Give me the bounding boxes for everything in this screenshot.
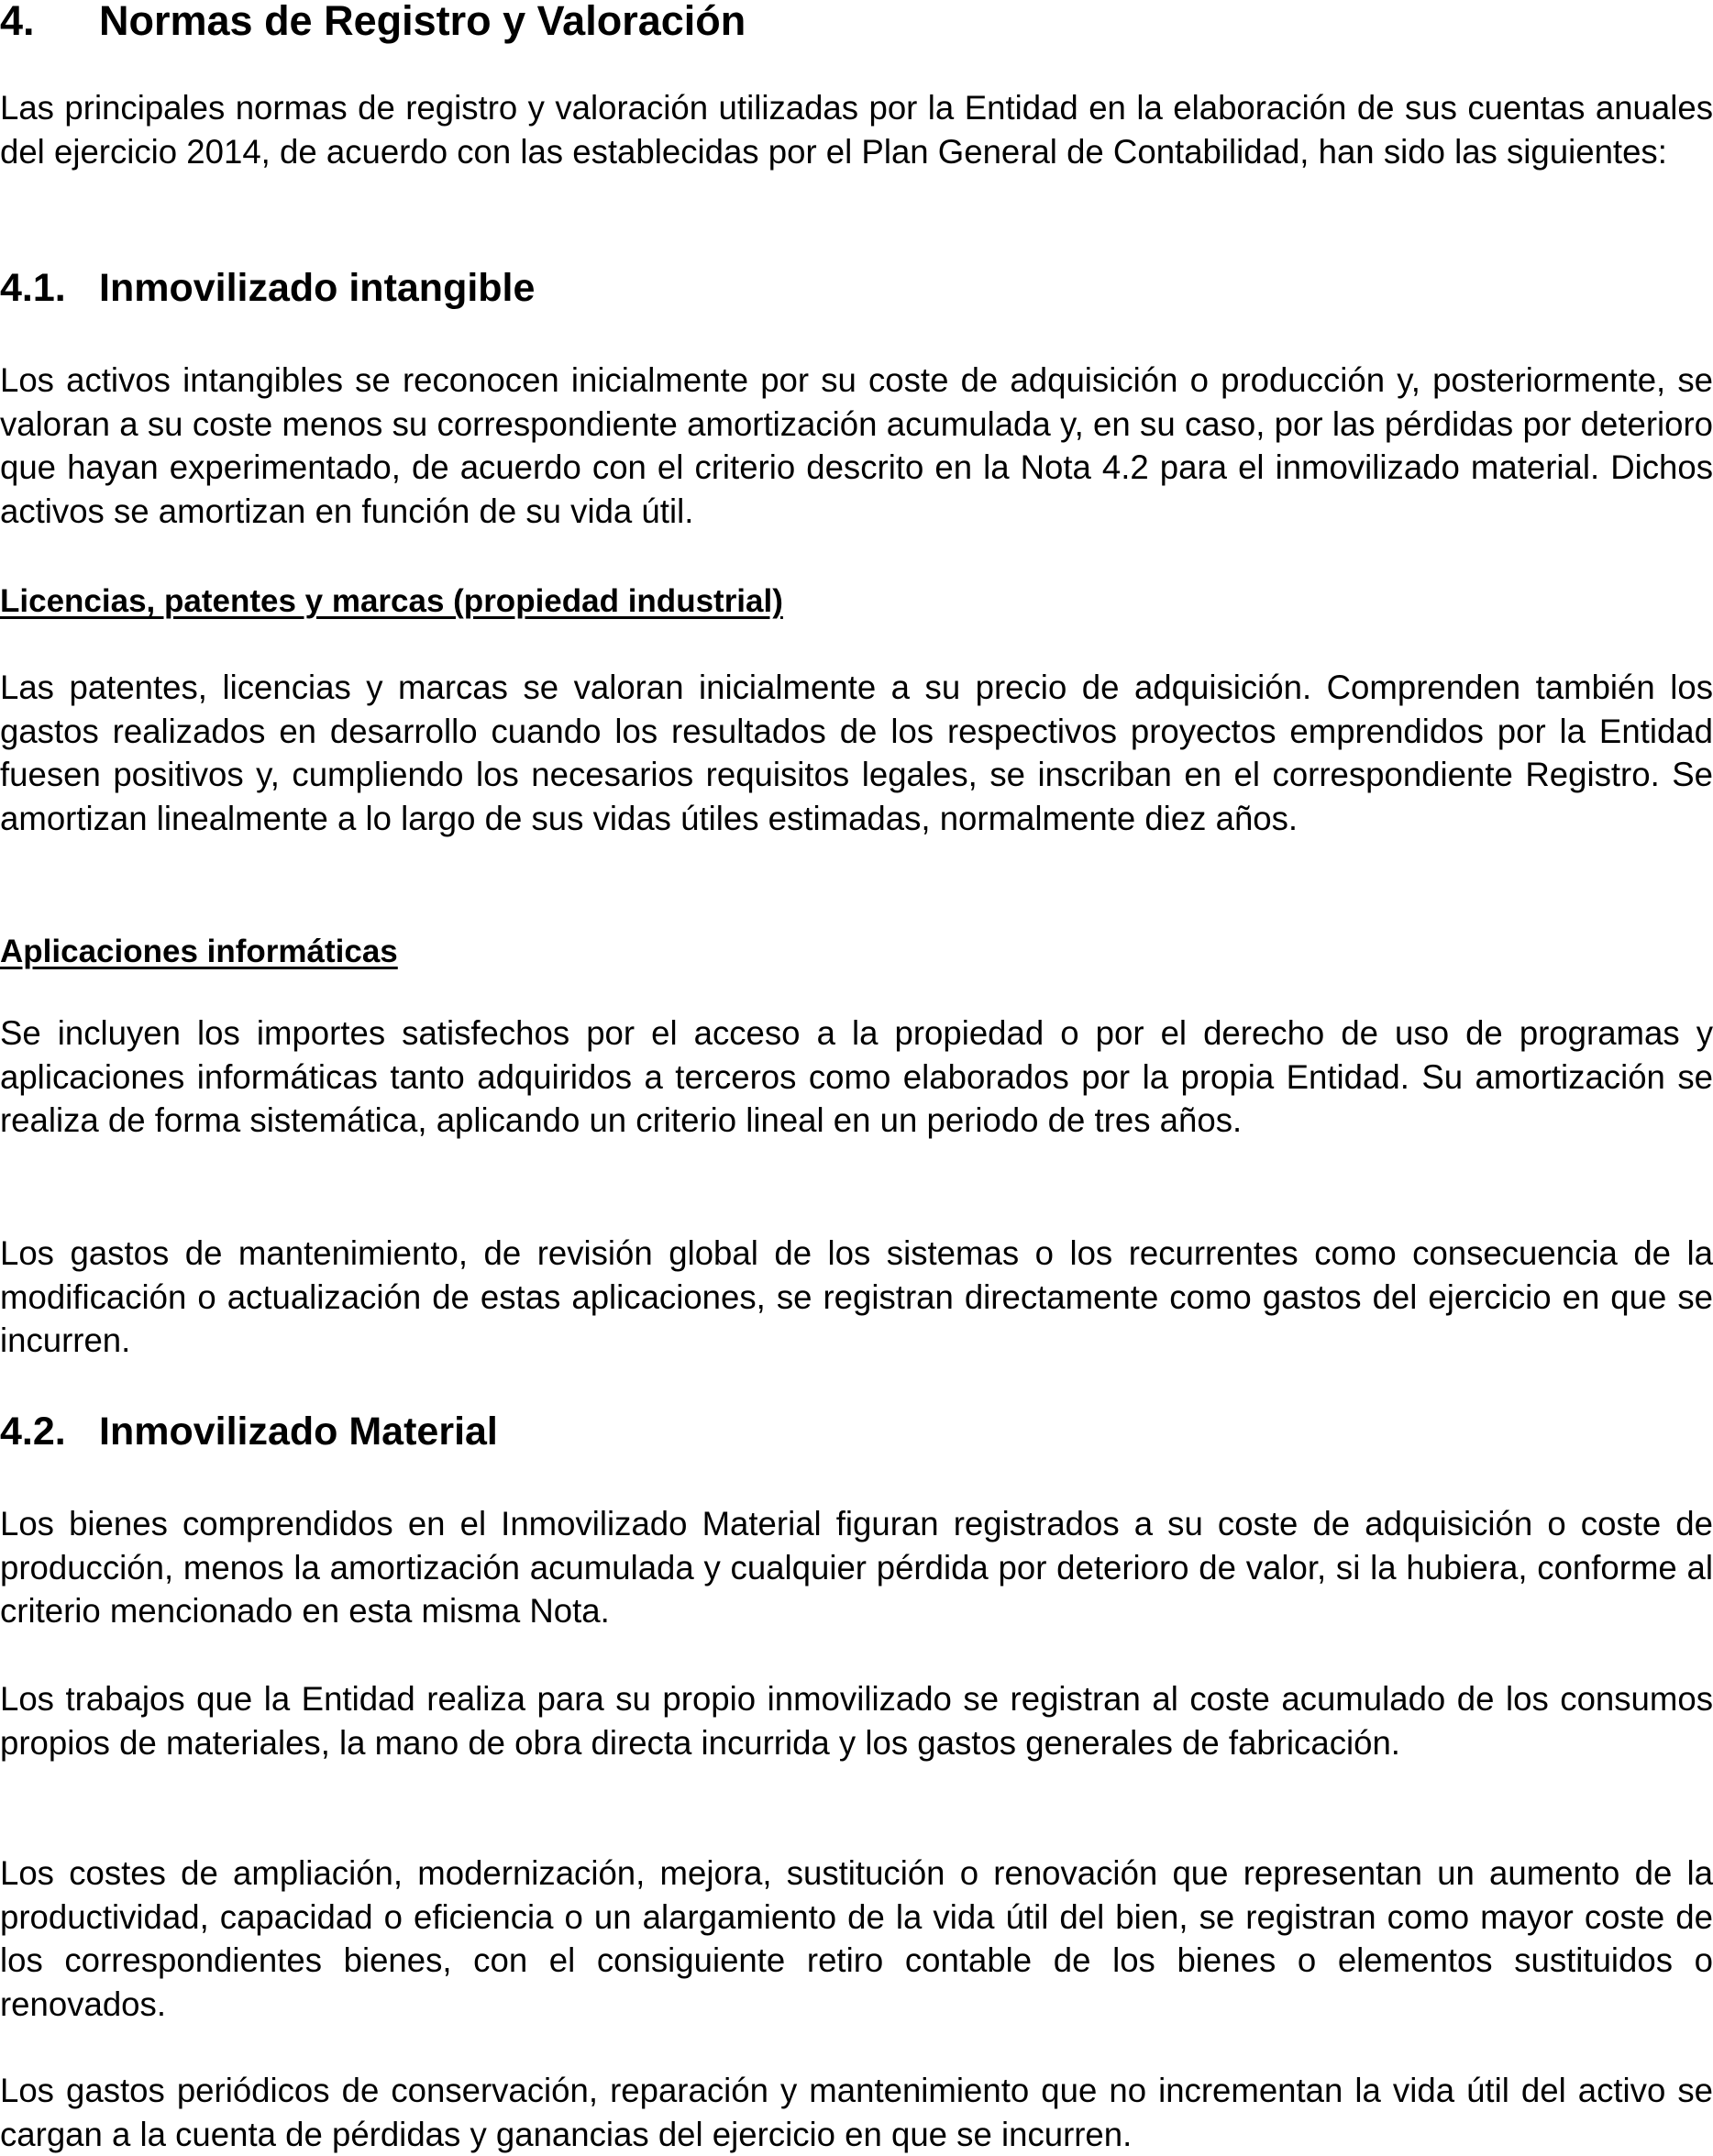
aplicaciones-paragraph-2: Los gastos de mantenimiento, de revisión global de los sistemas o los recurrentes como consecuencia de la modificación o actualización de estas aplicaciones, se registran directamente como gastos del ejercicio en que se incurren. [0, 1234, 1713, 1360]
section-4-2-paragraph-2: Los trabajos que la Entidad realiza para su propio inmovilizado se registran al coste acumulado de los consumos propios de materiales, la mano de obra directa incurrida y los gastos generales de fabricación. [0, 1680, 1713, 1762]
section-4-2-paragraph-1: Los bienes comprendidos en el Inmovilizado Material figuran registrados a su coste de adquisición o coste de producción, menos la amortización acumulada y cualquier pérdida por deterioro de valor, si la hubiera, conforme al criterio mencionado en esta misma Nota. [0, 1505, 1713, 1631]
section-4-1-heading [0, 268, 535, 309]
section-4-title: Normas de Registro y Valoración [99, 0, 746, 44]
section-4-2-paragraph-4: Los gastos periódicos de conservación, reparación y mantenimiento que no incrementan la vida útil del activo se cargan a la cuenta de pérdidas y ganancias del ejercicio en que se incurren. [0, 2072, 1713, 2153]
section-4-heading [0, 0, 746, 44]
section-4-intro: Las principales normas de registro y valoración utilizadas por la Entidad en la elaboración de sus cuentas anuales del ejercicio 2014, de acuerdo con las establecidas por el Plan General de Contabilidad, han sido las siguientes: [0, 89, 1713, 171]
section-4-number: 4. [0, 0, 35, 44]
section-4-2-number: 4.2. [0, 1410, 66, 1454]
section-4-2-heading [0, 1411, 498, 1453]
aplicaciones-subheading: Aplicaciones informáticas [0, 934, 398, 969]
section-4-2-paragraph-3: Los costes de ampliación, modernización, mejora, sustitución o renovación que representan un aumento de la productividad, capacidad o eficiencia o un alargamiento de la vida útil del bien, se registran como mayor coste de los correspondientes bienes, con el consiguiente retiro contable de los bienes o elementos sustituidos o renovados. [0, 1854, 1713, 2023]
licencias-subheading: Licencias, patentes y marcas (propiedad industrial) [0, 583, 783, 619]
section-4-1-number: 4.1. [0, 266, 66, 310]
section-4-2-title: Inmovilizado Material [99, 1410, 498, 1454]
section-4-1-intro: Los activos intangibles se reconocen inicialmente por su coste de adquisición o producción y, posteriormente, se valoran a su coste menos su correspondiente amortización acumulada y, en su caso, por las pérdidas por deterioro que hayan experimentado, de acuerdo con el criterio descrito en la Nota 4.2 para el inmovilizado material. Dichos activos se amortizan en función de su vida útil. [0, 361, 1713, 530]
aplicaciones-paragraph-1: Se incluyen los importes satisfechos por el acceso a la propiedad o por el derecho de uso de programas y aplicaciones informáticas tanto adquiridos a terceros como elaborados por la propia Entidad. Su amortización se realiza de forma sistemática, aplicando un criterio lineal en un periodo de tres años. [0, 1014, 1713, 1140]
licencias-paragraph: Las patentes, licencias y marcas se valoran inicialmente a su precio de adquisición. Comprenden también los gastos realizados en desarrollo cuando los resultados de los respectivos proyectos emprendidos por la Entidad fuesen positivos y, cumpliendo los necesarios requisitos legales, se inscriban en el correspondiente Registro. Se amortizan linealmente a lo largo de sus vidas útiles estimadas, normalmente diez años. [0, 669, 1713, 837]
section-4-1-title: Inmovilizado intangible [99, 266, 536, 310]
